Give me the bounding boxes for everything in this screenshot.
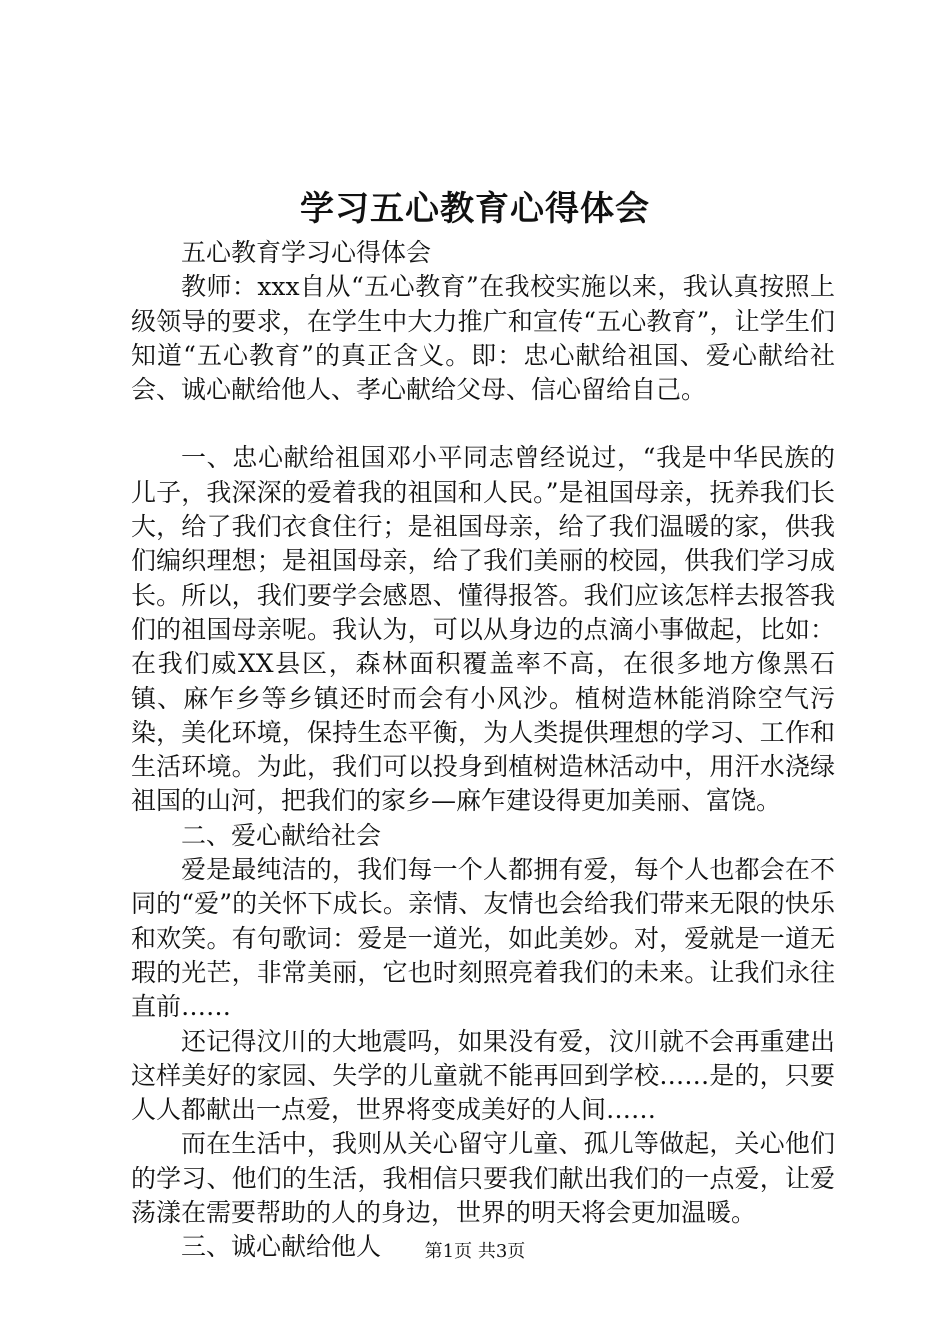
paragraph-love: 爱是最纯洁的，我们每一个人都拥有爱，每个人也都会在不同的“爱”的关怀下成长。亲情、友情也会给我们带来无限的快乐和欢笑。有句歌词：爱是一道光，如此美妙。对，爱就是一道无瑕的光芒，非常美丽，它也时刻照亮着我们的未来。让我们永往直前…… (131, 855, 835, 1022)
paragraph-section-1: 一、忠心献给祖国邓小平同志曾经说过，“我是中华民族的儿子，我深深的爱着我的祖国和人民。”是祖国母亲，抚养我们长大，给了我们衣食住行；是祖国母亲，给了我们温暖的家，供我们编织理想；是祖国母亲，给了我们美丽的校园，供我们学习成长。所以，我们要学会感恩、懂得报答。我们应该怎样去报答我们的祖国母亲呢。我认为，可以从身边的点滴小事做起，比如：在我们威XX县区，森林面积覆盖率不高，在很多地方像黑石镇、麻乍乡等乡镇还时而会有小风沙。植树造林能消除空气污染，美化环境，保持生态平衡，为人类提供理想的学习、工作和生活环境。为此，我们可以投身到植树造林活动中，用汗水浇绿祖国的山河，把我们的家乡—麻乍建设得更加美丽、富饶。 (131, 443, 835, 816)
paragraph-wenchuan: 还记得汶川的大地震吗，如果没有爱，汶川就不会再重建出这样美好的家园、失学的儿童就不能再回到学校……是的，只要人人都献出一点爱，世界将变成美好的人间…… (131, 1026, 835, 1125)
paragraph-subtitle: 五心教育学习心得体会 (181, 238, 432, 267)
section-heading-2: 二、爱心献给社会 (181, 820, 382, 850)
paragraph-care: 而在生活中，我则从关心留守儿童、孤儿等做起，关心他们的学习、他们的生活，我相信只要我们献出我们的一点爱，让爱荡漾在需要帮助的人的身边，世界的明天将会更加温暖。 (131, 1129, 835, 1228)
document-title: 学习五心教育心得体会 (300, 189, 650, 229)
section-heading-3: 三、诚心献给他人 (181, 1232, 382, 1262)
page-number-footer: 第1页 共3页 (424, 1241, 526, 1262)
document-body (131, 236, 835, 1265)
paragraph-intro: 教师：xxx自从“五心教育”在我校实施以来，我认真按照上级领导的要求，在学生中大力推广和宣传“五心教育”，让学生们知道“五心教育”的真正含义。即：忠心献给祖国、爱心献给社会、诚心献给他人、孝心献给父母、信心留给自己。 (131, 272, 835, 405)
